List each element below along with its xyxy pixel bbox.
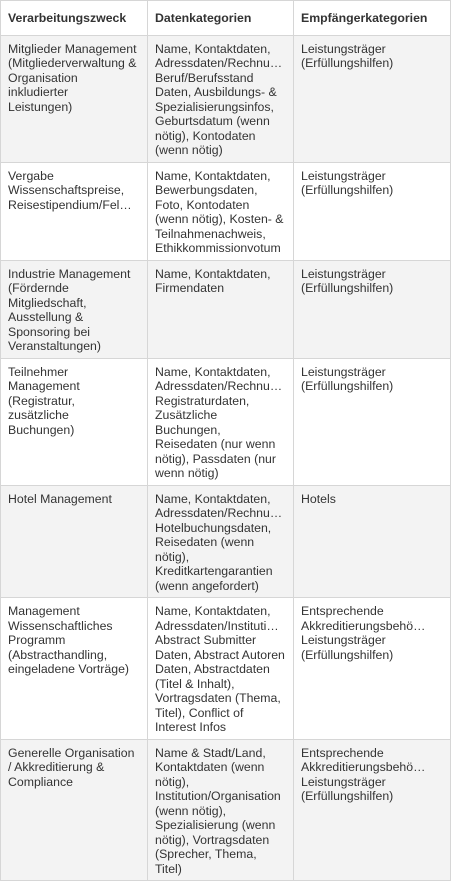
table-row (1, 358, 451, 485)
recipient-categories-cell (294, 485, 451, 598)
cell-text-line: Kreditkartengarantien (155, 564, 273, 578)
cell-text-line: Registraturdaten, (155, 393, 250, 408)
cell-text-line: Titel), Conflict of (155, 705, 244, 720)
cell-text-line: (Erfüllungshilfen) (301, 183, 394, 197)
cell-text-line: wenn nötig) (155, 466, 219, 480)
cell-text-line: Sponsoring bei (8, 324, 91, 339)
table-row (1, 35, 451, 162)
cell-text-line: Name, Kontaktdaten, (155, 168, 271, 183)
cell-text-line: Vergabe (8, 168, 54, 183)
purpose-cell (1, 739, 148, 881)
header-data-categories: Datenkategorien (148, 1, 294, 36)
recipient-categories-cell (294, 739, 451, 881)
cell-text-line: Mitgliedschaft, (8, 295, 87, 310)
header-recipient-categories: Empfängerkategorien (294, 1, 451, 36)
cell-text-line: Interest Infos (155, 720, 227, 734)
cell-text-line: (Titel & Inhalt), (155, 676, 235, 691)
purpose-cell (1, 35, 148, 162)
header-purpose: Verarbeitungszweck (1, 1, 148, 36)
cell-text-line: Daten, Abstract Autoren (155, 647, 285, 662)
cell-text-line: / Akkreditierung & (8, 760, 105, 774)
cell-text-line: Firmendaten (155, 281, 225, 295)
cell-text-line: Compliance (8, 774, 73, 789)
cell-text-line: Veranstaltungen) (8, 339, 101, 353)
cell-text-line: Spezialisierung (wenn (155, 818, 276, 832)
cell-text-line: Abstract Submitter (155, 633, 257, 647)
purpose-cell (1, 485, 148, 598)
cell-text-line: Leistungsträger (301, 41, 386, 56)
cell-text-line: Hotel Management (8, 491, 112, 506)
purpose-cell (1, 358, 148, 485)
cell-text-line: Institution/Organisation (155, 789, 281, 803)
cell-text-line: Hotelbuchungsdaten, (155, 520, 272, 535)
cell-text-line: Leistungsträger (301, 168, 386, 183)
cell-text-line: Beruf/Berufsstand (155, 70, 254, 85)
cell-text-line: (wenn nötig), (155, 803, 227, 818)
cell-text-line: Bewerbungsdaten, (155, 183, 258, 197)
purpose-cell (1, 598, 148, 740)
cell-text-line: Name, Kontaktdaten, (155, 41, 271, 56)
cell-text-line: (Fördernde (8, 281, 69, 295)
cell-text-line: Entsprechende (301, 604, 384, 618)
table-row (1, 739, 451, 881)
cell-text-line: nötig), Vortragsdaten (155, 832, 270, 847)
table-row (1, 162, 451, 260)
data-categories-cell (148, 35, 294, 162)
cell-text-line: (Erfüllungshilfen) (301, 789, 394, 803)
cell-text-line: nötig), Kontodaten (155, 128, 256, 143)
cell-text-line: Daten, Ausbildungs- & (155, 85, 277, 99)
cell-text-line: Wissenschaftliches (8, 618, 113, 633)
recipient-categories-cell (294, 162, 451, 260)
recipient-categories-cell (294, 598, 451, 740)
cell-text-line: Mitglieder Management (8, 41, 137, 56)
cell-text-line: (wenn angefordert) (155, 578, 259, 593)
cell-text-line: Adressdaten/Rechnu… (155, 56, 283, 70)
cell-text-line: (wenn nötig) (155, 143, 223, 157)
cell-text-line: (Sprecher, Thema, (155, 847, 257, 861)
cell-text-line: (Erfüllungshilfen) (301, 379, 394, 393)
cell-text-line: nötig), (155, 549, 190, 564)
cell-text-line: Generelle Organisation (8, 745, 135, 760)
cell-text-line: Name & Stadt/Land, (155, 745, 266, 760)
cell-text-line: Kontaktdaten (wenn (155, 760, 265, 774)
cell-text-line: Management (8, 604, 80, 618)
cell-text-line: Adressdaten/Instituti… (155, 618, 279, 633)
cell-text-line: Buchungen) (8, 422, 75, 437)
cell-text-line: eingeladene Vorträge) (8, 662, 130, 676)
cell-text-line: zusätzliche (8, 408, 69, 422)
cell-text-line: Foto, Kontodaten (155, 197, 250, 212)
cell-text-line: nötig), (155, 774, 190, 789)
cell-text-line: inkludierter (8, 85, 69, 99)
cell-text-line: Akkreditierungsbehö… (301, 760, 426, 774)
cell-text-line: (Erfüllungshilfen) (301, 647, 394, 662)
cell-text-line: (Erfüllungshilfen) (301, 56, 394, 70)
cell-text-line: Reisedaten (nur wenn (155, 437, 276, 451)
cell-text-line: Leistungsträger (301, 774, 386, 789)
cell-text-line: (wenn nötig), Kosten- & (155, 212, 284, 226)
cell-text-line: (Erfüllungshilfen) (301, 281, 394, 295)
cell-text-line: Teilnehmer (8, 364, 69, 379)
cell-text-line: Industrie Management (8, 266, 131, 281)
header-row (1, 1, 451, 36)
cell-text-line: Buchungen, (155, 422, 221, 437)
cell-text-line: Reisedaten (wenn (155, 535, 255, 549)
table-row (1, 260, 451, 358)
cell-text-line: (Registratur, (8, 393, 75, 408)
recipient-categories-cell (294, 358, 451, 485)
table-row (1, 598, 451, 740)
purpose-cell (1, 162, 148, 260)
cell-text-line: Leistungsträger (301, 633, 386, 647)
cell-text-line: Name, Kontaktdaten, (155, 491, 271, 506)
cell-text-line: Hotels (301, 491, 336, 506)
data-categories-cell (148, 358, 294, 485)
cell-text-line: Ausstellung & (8, 310, 84, 324)
cell-text-line: Leistungsträger (301, 266, 386, 281)
cell-text-line: Spezialisierungsinfos, (155, 99, 274, 114)
cell-text-line: Zusätzliche (155, 408, 218, 422)
purpose-cell (1, 260, 148, 358)
cell-text-line: Leistungsträger (301, 364, 386, 379)
cell-text-line: Vortragsdaten (Thema, (155, 691, 281, 705)
data-categories-cell (148, 260, 294, 358)
data-categories-cell (148, 162, 294, 260)
cell-text-line: Akkreditierungsbehö… (301, 618, 426, 633)
cell-text-line: Teilnahmenachweis, (155, 226, 266, 241)
cell-text-line: Organisation (8, 70, 78, 85)
cell-text-line: Reisestipendium/Fel… (8, 197, 132, 212)
cell-text-line: Daten, Abstractdaten (155, 662, 270, 676)
cell-text-line: Entsprechende (301, 745, 384, 760)
recipient-categories-cell (294, 260, 451, 358)
data-categories-cell (148, 739, 294, 881)
cell-text-line: Name, Kontaktdaten, (155, 266, 271, 281)
cell-text-line: Programm (8, 633, 66, 647)
cell-text-line: Geburtsdatum (wenn (155, 114, 270, 128)
cell-text-line: (Mitgliederverwaltung & (8, 56, 137, 70)
data-categories-cell (148, 485, 294, 598)
table-row (1, 485, 451, 598)
recipient-categories-cell (294, 35, 451, 162)
cell-text-line: Management (8, 379, 80, 393)
data-categories-cell (148, 598, 294, 740)
cell-text-line: Leistungen) (8, 99, 73, 114)
cell-text-line: Adressdaten/Rechnu… (155, 379, 283, 393)
cell-text-line: Name, Kontaktdaten, (155, 364, 271, 379)
cell-text-line: Titel) (155, 861, 182, 876)
cell-text-line: Name, Kontaktdaten, (155, 604, 271, 618)
cell-text-line: Wissenschaftspreise, (8, 183, 125, 197)
cell-text-line: (Abstracthandling, (8, 647, 108, 662)
cell-text-line: nötig), Passdaten (nur (155, 451, 276, 466)
cell-text-line: Adressdaten/Rechnu… (155, 506, 283, 520)
cell-text-line: Ethikkommissionvotum (155, 241, 281, 255)
